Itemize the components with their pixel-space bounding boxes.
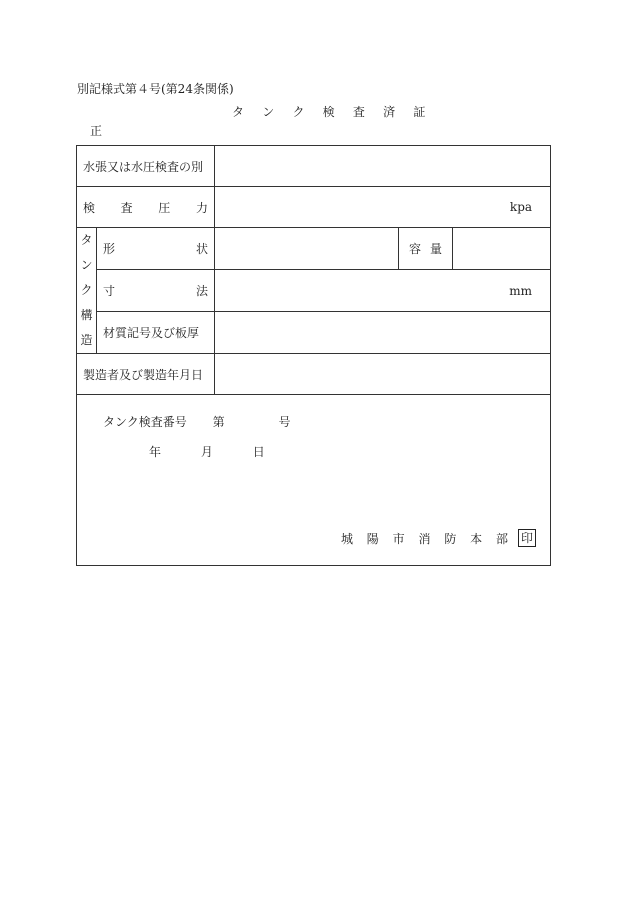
shape-label-char: 状 <box>196 242 209 256</box>
pressure-row <box>77 187 551 228</box>
dimension-label-char: 寸 <box>103 284 116 298</box>
pressure-label-char: 検 <box>83 200 96 215</box>
number-prefix: 第 <box>212 415 225 429</box>
tank-structure-label <box>77 228 97 354</box>
issuer-char: 市 <box>392 531 405 546</box>
material-row <box>77 312 551 354</box>
date-day: 日 <box>252 445 265 459</box>
capacity-label-char: 容 <box>409 242 422 256</box>
pressure-unit: kpa <box>509 200 533 214</box>
footer-row <box>77 395 551 566</box>
issuer-char: 本 <box>470 531 483 546</box>
pressure-label-char: 力 <box>195 200 208 215</box>
title-char: 検 <box>322 105 336 119</box>
issuer-name <box>341 530 518 547</box>
issuer-block <box>341 529 536 547</box>
title-char: 済 <box>383 105 397 119</box>
issuer-char: 城 <box>340 531 353 546</box>
inspection-number-label: タンク検査番号 <box>103 415 187 429</box>
pressure-value[interactable] <box>215 187 551 228</box>
issue-date-line <box>149 443 265 460</box>
title-char: ン <box>262 105 276 119</box>
water-test-value[interactable] <box>215 146 551 187</box>
number-suffix: 号 <box>278 415 291 429</box>
date-year: 年 <box>149 445 162 459</box>
structure-label-char: タ <box>80 233 93 247</box>
dimension-unit: mm <box>509 283 533 298</box>
shape-label <box>97 228 215 270</box>
manufacturer-row <box>77 354 551 395</box>
structure-label-char: 構 <box>80 308 93 322</box>
capacity-label-char: 量 <box>430 242 443 256</box>
inspection-number-line <box>103 413 290 430</box>
structure-label-char: ク <box>80 283 93 297</box>
issuer-char: 消 <box>418 531 431 546</box>
pressure-label-char: 圧 <box>158 200 171 215</box>
pressure-label <box>77 187 215 228</box>
certificate-footer <box>77 395 551 566</box>
manufacturer-value[interactable] <box>215 354 551 395</box>
water-test-row <box>77 146 551 187</box>
structure-label-char: ン <box>80 258 93 272</box>
shape-value[interactable] <box>215 228 399 270</box>
dimension-label <box>97 270 215 312</box>
document-title <box>232 103 439 120</box>
water-test-label: 水張又は水圧検査の別 <box>77 146 215 187</box>
date-month: 月 <box>200 445 213 459</box>
form-reference: 別記様式第４号(第24条関係) <box>77 82 234 96</box>
copy-mark: 正 <box>90 124 103 138</box>
title-char: 査 <box>352 105 367 119</box>
dimension-row <box>77 270 551 312</box>
capacity-label <box>399 228 453 270</box>
issuer-char: 防 <box>444 531 457 546</box>
material-value[interactable] <box>215 312 551 354</box>
shape-label-char: 形 <box>103 242 116 256</box>
dimension-value[interactable] <box>215 270 551 312</box>
title-char: 証 <box>413 105 427 119</box>
structure-label-char: 造 <box>80 333 93 347</box>
issuer-char: 陽 <box>366 531 379 546</box>
capacity-value[interactable] <box>453 228 551 270</box>
manufacturer-label: 製造者及び製造年月日 <box>77 354 215 395</box>
pressure-label-char: 査 <box>120 200 133 215</box>
title-char: ク <box>292 105 306 119</box>
inspection-form-table <box>76 145 551 566</box>
dimension-label-char: 法 <box>196 284 209 298</box>
shape-row <box>77 228 551 270</box>
seal-mark: 印 <box>518 529 536 547</box>
material-label: 材質記号及び板厚 <box>97 312 215 354</box>
title-char: タ <box>232 105 246 119</box>
issuer-char: 部 <box>496 531 509 546</box>
